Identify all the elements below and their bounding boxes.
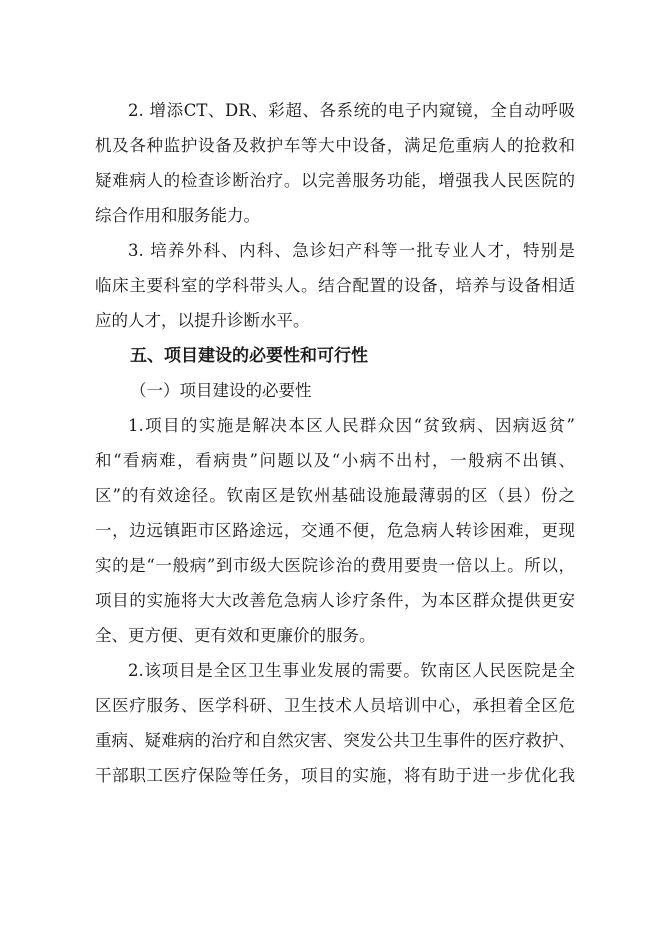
paragraph-3-line-3: 区”的有效途径。钦南区是钦州基础设施最薄弱的区（县）份之 [95, 486, 575, 505]
paragraph-2-line-1: 3. 培养外科、内科、急诊妇产科等一批专业人才，特别是 [128, 241, 575, 260]
paragraph-3-line-2: 和“看病难，看病贵”问题以及“小病不出村，一般病不出镇、 [95, 451, 575, 470]
paragraph-3-line-7: 全、更方便、更有效和更廉价的服务。 [95, 626, 376, 645]
paragraph-4-line-3: 重病、疑难病的治疗和自然灾害、突发公共卫生事件的医疗救护、 [95, 731, 575, 750]
paragraph-3-line-1: 1.项目的实施是解决本区人民群众因“贫致病、因病返贫” [128, 416, 575, 435]
paragraph-4-line-4: 干部职工医疗保险等任务，项目的实施，将有助于进一步优化我 [95, 766, 575, 785]
paragraph-4-line-2: 区医疗服务、医学科研、卫生技术人员培训中心，承担着全区危 [95, 696, 575, 715]
paragraph-1-line-3: 疑难病人的检查诊断治疗。以完善服务功能，增强我人民医院的 [95, 171, 575, 190]
paragraph-3-line-5: 实的是“一般病”到市级大医院诊治的费用要贵一倍以上。所以， [95, 556, 575, 575]
section-heading: 五、项目建设的必要性和可行性 [130, 346, 368, 366]
paragraph-1-line-1: 2. 增添CT、DR、彩超、各系统的电子内窥镜，全自动呼吸 [128, 101, 575, 120]
paragraph-3-line-4: 一，边远镇距市区路途远，交通不便，危急病人转诊困难，更现 [95, 521, 575, 540]
paragraph-1-line-2: 机及各种监护设备及救护车等大中设备，满足危重病人的抢救和 [95, 136, 575, 155]
paragraph-2-line-3: 应的人才，以提升诊断水平。 [95, 311, 310, 330]
paragraph-3-line-6: 项目的实施将大大改善危急病人诊疗条件，为本区群众提供更安 [95, 591, 575, 610]
paragraph-2-line-2: 临床主要科室的学科带头人。结合配置的设备，培养与设备相适 [95, 276, 575, 295]
subsection-heading: （一）项目建设的必要性 [130, 381, 312, 400]
paragraph-1-line-4: 综合作用和服务能力。 [95, 206, 260, 225]
paragraph-4-line-1: 2.该项目是全区卫生事业发展的需要。钦南区人民医院是全 [128, 661, 575, 680]
